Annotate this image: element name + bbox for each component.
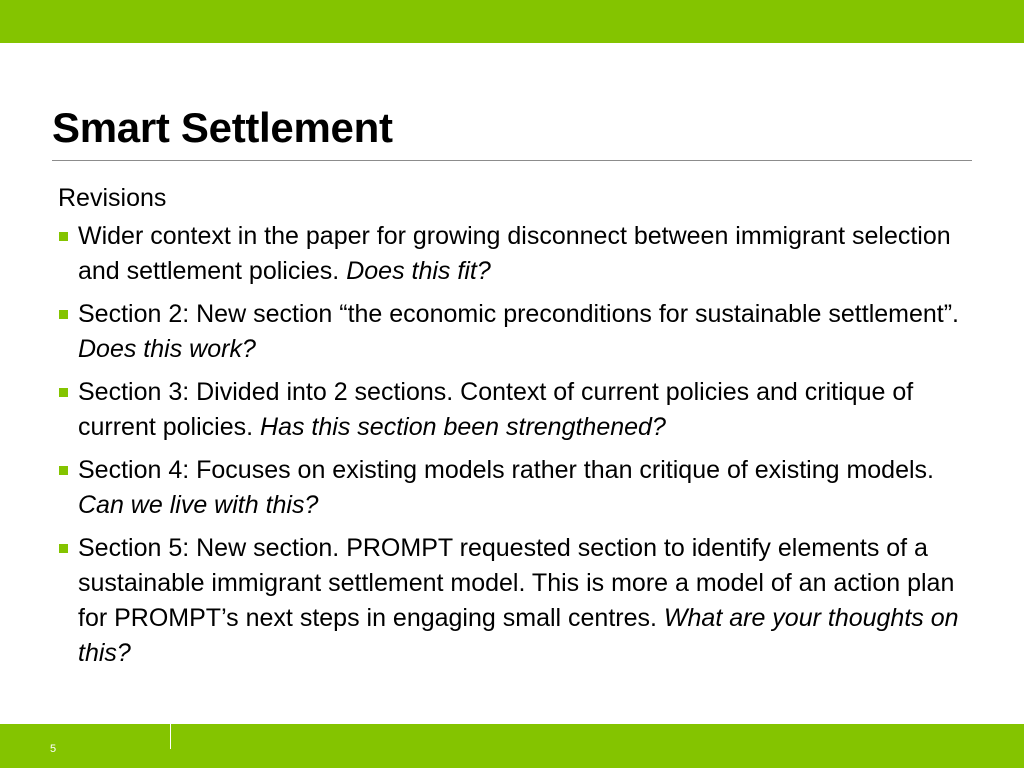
page-number: 5 (50, 743, 57, 755)
bullet-question: Does this work? (78, 335, 256, 363)
bullet-item-2 (58, 297, 968, 367)
title-divider (52, 160, 972, 161)
square-bullet-icon (59, 232, 68, 241)
square-bullet-icon (59, 310, 68, 319)
intro-heading: Revisions (58, 184, 167, 212)
square-bullet-icon (59, 544, 68, 553)
bullet-list (58, 219, 968, 671)
bullet-item-4 (58, 453, 968, 523)
bullet-question: Has this section been strengthened? (260, 413, 666, 441)
bullet-question: What are your thoughts on this? (78, 604, 959, 667)
bullet-text: Section 4: Focuses on existing models rather than critique of existing models. (78, 456, 934, 484)
top-accent-bar (0, 0, 1024, 43)
bullet-item-1 (58, 219, 968, 289)
bullet-text: Wider context in the paper for growing disconnect between immigrant selection and settlement policies. (78, 222, 951, 285)
bullet-question: Does this fit? (346, 257, 491, 285)
bullet-text: Section 5: New section. PROMPT requested section to identify elements of a sustainable immigrant settlement model. This is more a model of an action plan for PROMPT’s next steps in engaging small centres. (78, 534, 955, 632)
bullet-item-5 (58, 531, 968, 671)
footer-divider (170, 724, 171, 749)
square-bullet-icon (59, 466, 68, 475)
bullet-text: Section 3: Divided into 2 sections. Context of current policies and critique of current policies. (78, 378, 914, 441)
bullet-text: Section 2: New section “the economic preconditions for sustainable settlement”. (78, 300, 960, 328)
slide-body (58, 181, 968, 679)
bullet-item-3 (58, 375, 968, 445)
slide-title: Smart Settlement (52, 104, 393, 151)
bullet-question: Can we live with this? (78, 491, 319, 519)
square-bullet-icon (59, 388, 68, 397)
footer-bar (0, 724, 1024, 768)
